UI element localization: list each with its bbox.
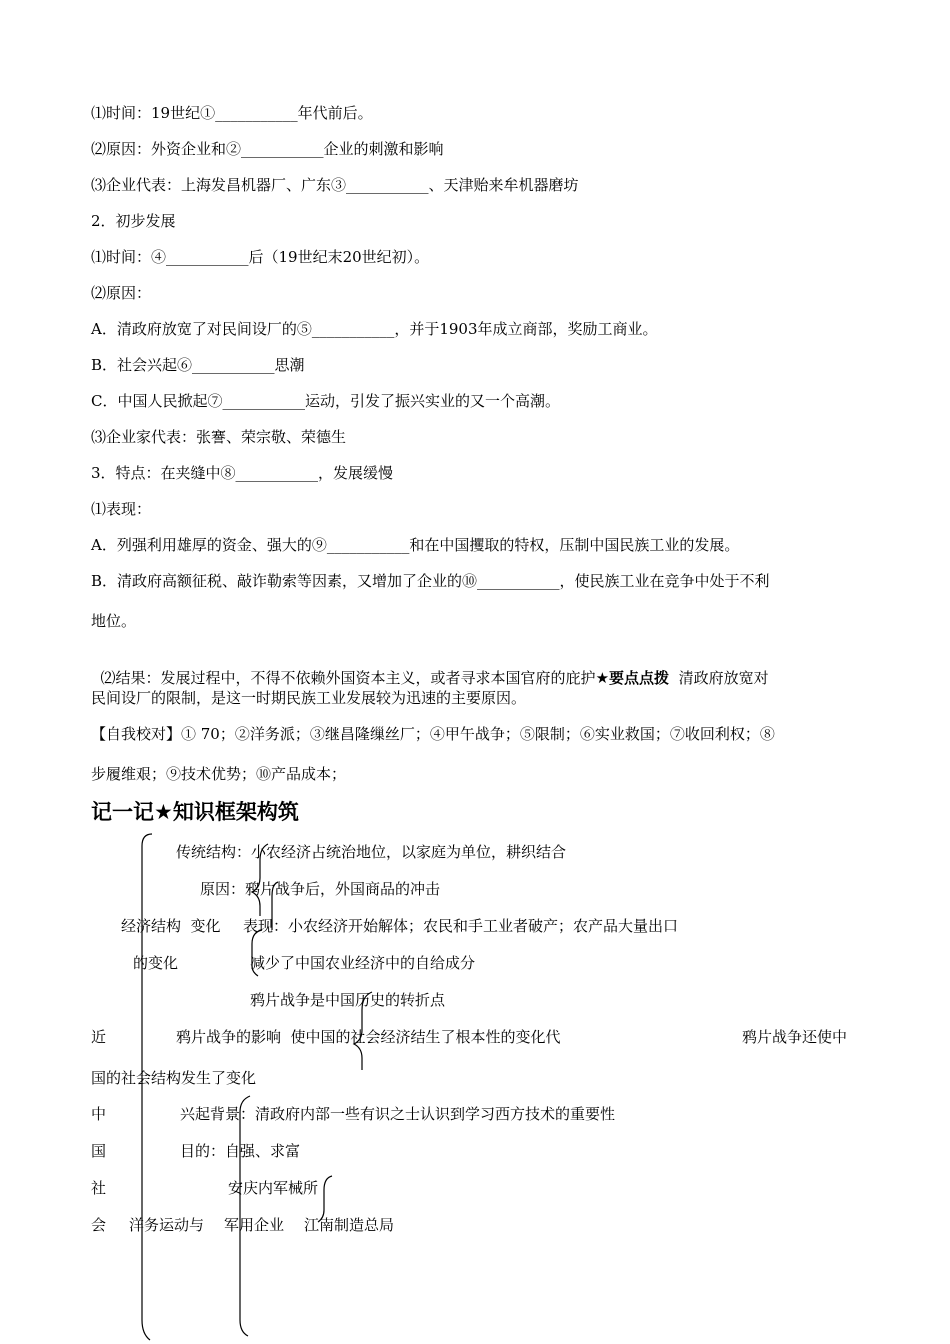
framework-item: 中: [91, 1105, 107, 1123]
text-line: 3．特点：在夹缝中⑧___________，发展缓慢: [91, 464, 394, 482]
framework-item: 鸦片战争是中国历史的转折点: [250, 991, 446, 1009]
text-line: A．清政府放宽了对民间设厂的⑤___________，并于1903年成立商部，奖励工商业。: [91, 320, 658, 338]
framework-item: 兴起背景：清政府内部一些有识之士认识到学习西方技术的重要性: [180, 1105, 616, 1123]
text-line: 地位。: [91, 612, 137, 630]
framework-item: 安庆内军械所: [228, 1179, 319, 1197]
text-line: B．社会兴起⑥___________思潮: [91, 356, 305, 374]
answer-line: 步履维艰；⑨技术优势；⑩产品成本；: [91, 765, 347, 783]
text-line: ⑵原因：: [91, 284, 152, 302]
framework-item: 经济结构 变化: [121, 917, 221, 935]
framework-item: 原因：鸦片战争后，外国商品的冲击: [200, 880, 441, 898]
framework-item: 鸦片战争还使中: [742, 1028, 848, 1046]
answer-line: 【自我校对】① 70；②洋务派；③继昌隆缫丝厂；④甲午战争；⑤限制；⑥实业救国；⑦收回利权；⑧: [91, 725, 775, 743]
framework-item: 传统结构：小农经济占统治地位，以家庭为单位，耕织结合: [176, 843, 567, 861]
text-line: ⑴时间：19世纪①___________年代前后。: [91, 104, 373, 122]
framework-heading: 记一记★知识框架构筑: [91, 800, 299, 824]
framework-item: 国: [91, 1142, 107, 1160]
text-line: A．列强利用雄厚的资金、强大的⑨___________和在中国攫取的特权，压制中国民族工业的发展。: [91, 536, 740, 554]
text-line: 民间设厂的限制，是这一时期民族工业发展较为迅速的主要原因。: [91, 689, 527, 707]
framework-item: 减少了中国农业经济中的自给成分: [250, 954, 476, 972]
text-line: ⑶企业代表：上海发昌机器厂、广东③___________、天津贻来牟机器磨坊: [91, 176, 579, 194]
text-line: ⑴时间：④___________后（19世纪末20世纪初）。: [91, 248, 430, 266]
tip-label: ★要点点拨: [595, 669, 670, 687]
tip-text: 清政府放宽对: [678, 669, 769, 687]
framework-item: 江南制造总局: [304, 1216, 395, 1234]
text-line: ⑶企业家代表：张謇、荣宗敬、荣德生: [91, 428, 347, 446]
framework-item: 近: [91, 1028, 107, 1046]
text-line: ⑴表现：: [91, 500, 152, 518]
framework-item: 会: [91, 1216, 107, 1234]
framework-item: 鸦片战争的影响 使中国的社会经济结生了根本性的变化代: [176, 1028, 561, 1046]
framework-item: 军用企业: [224, 1216, 285, 1234]
text-line: C．中国人民掀起⑦___________运动，引发了振兴实业的又一个高潮。: [91, 392, 560, 410]
text-line: B．清政府高额征税、敲诈勒索等因素，又增加了企业的⑩___________，使民族工业在竞争中处于不利: [91, 572, 770, 590]
framework-item: 表现：小农经济开始解体；农民和手工业者破产；农产品大量出口: [243, 917, 679, 935]
framework-item: 国的社会结构发生了变化: [91, 1069, 257, 1087]
framework-item: 社: [91, 1179, 107, 1197]
text-line: ⑵原因：外资企业和②___________企业的刺激和影响: [91, 140, 444, 158]
framework-item: 目的：自强、求富: [180, 1142, 301, 1160]
framework-item: 洋务运动与: [129, 1216, 205, 1234]
text-line: 2．初步发展: [91, 212, 176, 230]
result-text: ⑵结果：发展过程中，不得不依赖外国资本主义，或者寻求本国官府的庇护: [100, 669, 596, 687]
framework-item: 的变化: [133, 954, 179, 972]
